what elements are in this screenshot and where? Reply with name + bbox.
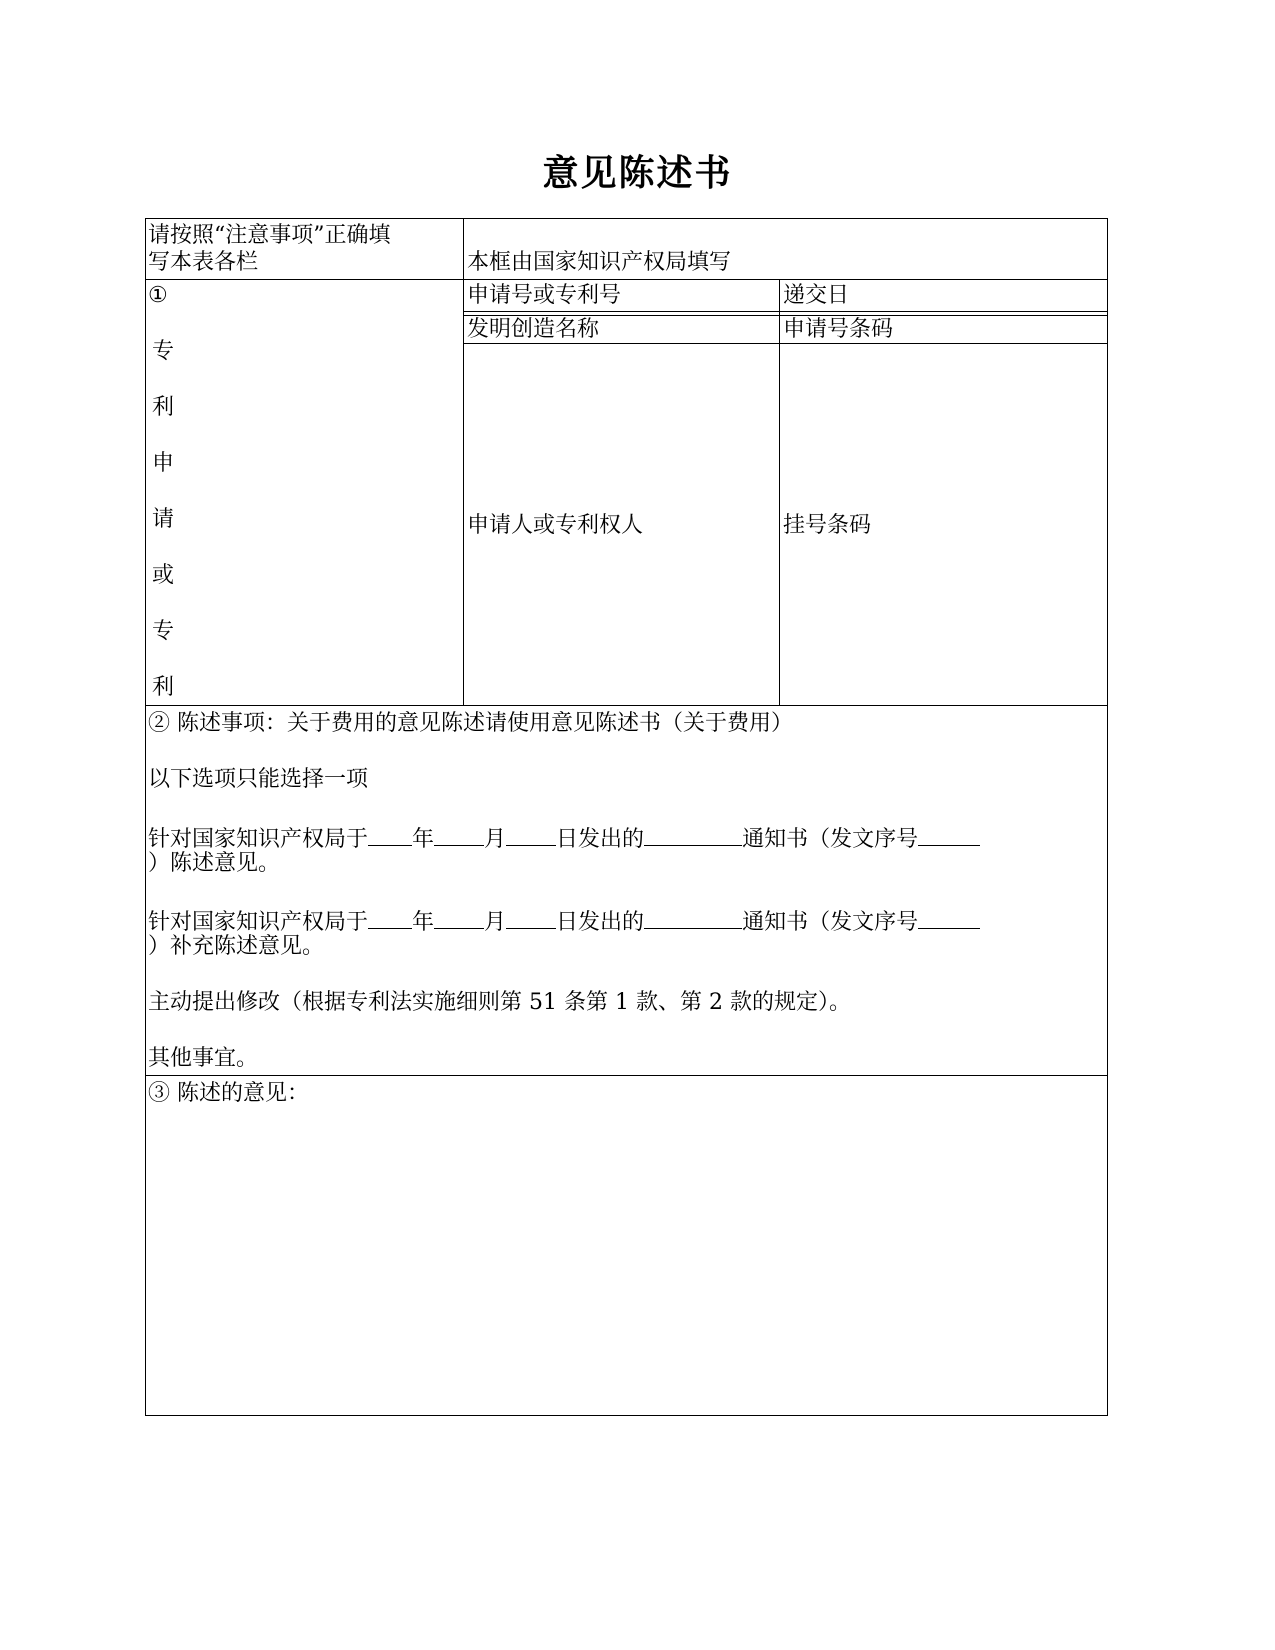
notice-type-blank (644, 906, 742, 929)
table-left-border (145, 218, 146, 1416)
row-divider-1 (464, 311, 1108, 312)
day-blank (506, 906, 556, 929)
section3-heading: ③ 陈述的意见： (148, 1081, 309, 1106)
column-divider-right (779, 279, 780, 706)
table-right-border (1107, 218, 1108, 1416)
opinion-text-area[interactable] (148, 1112, 1104, 1412)
vertical-label-char: 利 (152, 395, 175, 420)
notice-label: 通知书（发文序号 (742, 910, 919, 935)
vertical-label-char: 申 (152, 451, 175, 476)
section1-marker: ① (148, 283, 168, 308)
vertical-label-char: 专 (152, 339, 175, 364)
notice-type-blank (644, 823, 742, 846)
column-divider-left (463, 218, 464, 706)
year-blank (368, 823, 412, 846)
applicant-label: 申请人或专利权人 (467, 513, 644, 538)
notice-label: 通知书（发文序号 (742, 827, 919, 852)
table-top-border (145, 218, 1108, 219)
month-label: 月 (484, 827, 507, 852)
option-other: 其他事宜。 (148, 1046, 259, 1071)
instruction-line-2: 写本表各栏 (148, 250, 259, 275)
vertical-label-char: 利 (152, 675, 175, 700)
year-label: 年 (412, 827, 435, 852)
option-supplement-prefix: 针对国家知识产权局于 (148, 910, 369, 935)
day-label: 日发出的 (556, 827, 645, 852)
section2-bottom-border (145, 1075, 1108, 1076)
day-blank (506, 823, 556, 846)
month-blank (434, 906, 484, 929)
vertical-label-char: 或 (152, 563, 175, 588)
serial-number-blank (918, 823, 980, 846)
year-blank (368, 906, 412, 929)
day-label: 日发出的 (556, 910, 645, 935)
section1-bottom-border (145, 705, 1108, 706)
invention-name-label: 发明创造名称 (467, 317, 600, 342)
registered-barcode-label: 挂号条码 (783, 513, 872, 538)
vertical-label-char: 请 (152, 507, 175, 532)
option-reply-prefix: 针对国家知识产权局于 (148, 827, 369, 852)
header-divider (145, 279, 1108, 280)
single-choice-note: 以下选项只能选择一项 (148, 767, 369, 792)
office-use-box-label: 本框由国家知识产权局填写 (467, 250, 732, 275)
month-label: 月 (484, 910, 507, 935)
filing-date-label: 递交日 (783, 283, 850, 308)
option-supplement-end: ）补充陈述意见。 (148, 934, 325, 959)
application-number-label: 申请号或专利号 (467, 283, 622, 308)
option-reply-end: ）陈述意见。 (148, 851, 281, 876)
page-title: 意见陈述书 (542, 153, 733, 194)
year-label: 年 (412, 910, 435, 935)
instruction-line-1: 请按照“注意事项”正确填 (148, 223, 391, 248)
vertical-label-char: 专 (152, 619, 175, 644)
option-amendment: 主动提出修改（根据专利法实施细则第 51 条第 1 款、第 2 款的规定）。 (148, 990, 851, 1015)
serial-number-blank (918, 906, 980, 929)
table-bottom-border (145, 1415, 1108, 1416)
section2-heading: ② 陈述事项：关于费用的意见陈述请使用意见陈述书（关于费用） (148, 711, 793, 736)
month-blank (434, 823, 484, 846)
application-barcode-label: 申请号条码 (783, 317, 894, 342)
